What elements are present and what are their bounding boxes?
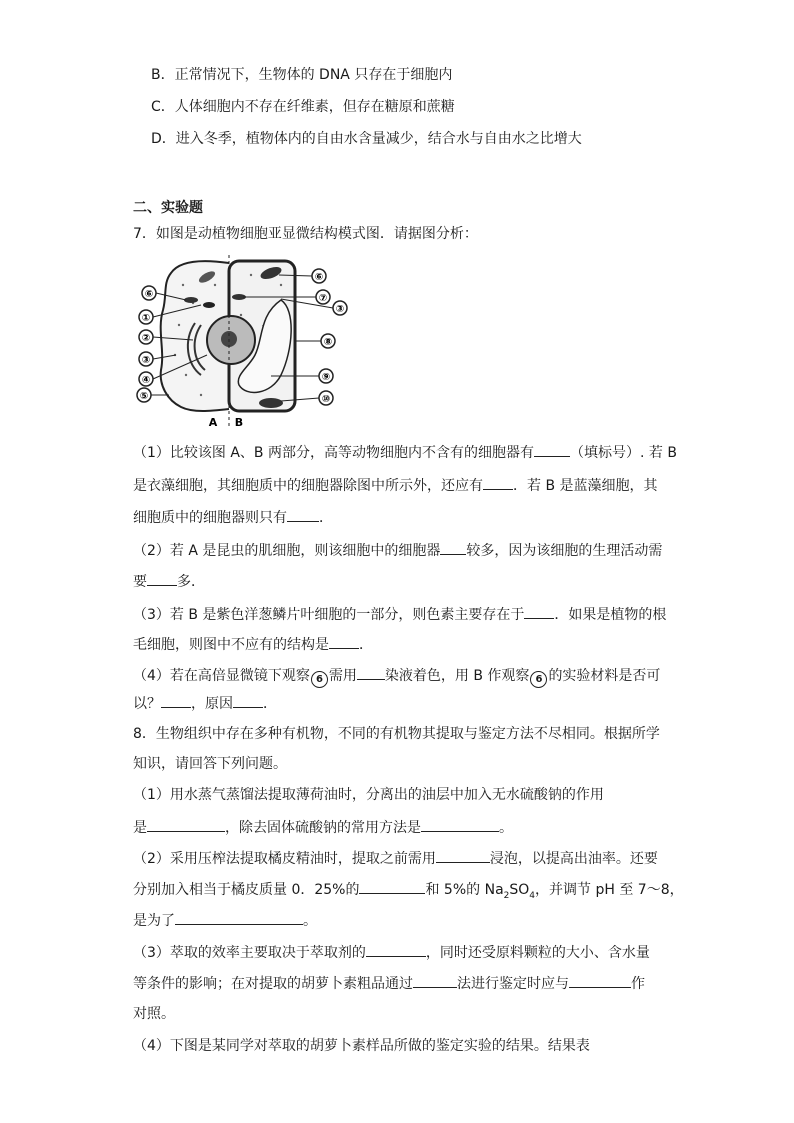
right-label-text-7: ⑦	[318, 293, 328, 304]
right-label-8	[321, 334, 335, 348]
q8-p1-line1: （1）用水蒸气蒸馏法提取薄荷油时，分离出的油层中加入无水硫酸钠的作用	[133, 787, 604, 803]
section-b-label: B	[234, 416, 244, 429]
section-a-label: A	[208, 416, 218, 429]
left-label-5	[137, 388, 151, 402]
right-label-10	[319, 391, 333, 405]
left-label-text-2: ②	[141, 333, 151, 344]
q7-p1-line3: 细胞质中的细胞器则只有 ．	[133, 506, 333, 528]
cell-structure-diagram	[131, 255, 351, 430]
q8-p2-line1: （2）采用压榨法提取橘皮精油时，提取之前需用 浸泡，以提高出油率。还要	[133, 847, 658, 869]
left-label-6	[142, 286, 156, 300]
q7-p1-line1: （1）比较该图 A、B 两部分，高等动物细胞内不含有的细胞器有 （填标号）. 若 B	[133, 441, 677, 463]
right-label-7	[316, 290, 330, 304]
right-label-text-9: ⑨	[321, 372, 331, 383]
q7-p4-line1: （4）若在高倍显微镜下观察 6 需用 染液着色，用 B 作观察 6 的实验材料是否可	[133, 664, 660, 688]
q8-p3-line3: 对照。	[133, 1006, 175, 1022]
left-label-text-5: ⑤	[139, 391, 149, 402]
left-label-text-1: ①	[141, 313, 151, 324]
q8-stem-line1: 8．生物组织中存在多种有机物，不同的有机物其提取与鉴定方法不尽相同。根据所学	[133, 726, 660, 742]
circle-6-icon: 6	[530, 671, 547, 688]
left-label-text-4: ④	[141, 375, 151, 386]
q7-stem: 7．如图是动植物细胞亚显微结构模式图．请据图分析：	[133, 226, 478, 242]
q8-p4-line1: （4）下图是某同学对萃取的胡萝卜素样品所做的鉴定实验的结果。结果表	[133, 1038, 590, 1054]
right-label-text-8: ⑧	[323, 337, 333, 348]
q8-p2-line3: 是为了 。	[133, 909, 317, 931]
option-c: C．人体细胞内不存在纤维素，但存在糖原和蔗糖	[151, 99, 455, 115]
right-label-3	[333, 301, 347, 315]
q7-p4-line2: 以？ ，原因 ．	[133, 692, 277, 714]
left-label-1	[139, 310, 153, 324]
right-label-text-10: ⑩	[321, 394, 331, 405]
left-label-3	[139, 352, 153, 366]
option-b: B．正常情况下，生物体的 DNA 只存在于细胞内	[151, 67, 453, 83]
left-label-2	[139, 330, 153, 344]
right-label-text-3: ③	[335, 304, 345, 315]
left-label-text-6: ⑥	[144, 289, 154, 300]
q7-p1-line2: 是衣藻细胞，其细胞质中的细胞器除图中所示外，还应有 ．若 B 是蓝藻细胞，其	[133, 474, 658, 496]
q7-p2-line2: 要 多．	[133, 570, 205, 592]
q7-p3-line1: （3）若 B 是紫色洋葱鳞片叶细胞的一部分，则色素主要存在于 ．如果是植物的根	[133, 603, 666, 625]
option-d: D．进入冬季，植物体内的自由水含量减少，结合水与自由水之比增大	[151, 131, 582, 147]
left-label-text-3: ③	[141, 355, 151, 366]
q8-p1-line2: 是 ，除去固体硫酸钠的常用方法是 。	[133, 816, 513, 838]
right-label-9	[319, 369, 333, 383]
section-title: 二、实验题	[133, 200, 203, 216]
q8-p2-line2: 分别加入相当于橘皮质量 0．25%的 和 5%的 $Na_2SO_4$，并调节 pH 至 7～8，	[133, 878, 684, 906]
circle-6-icon: 6	[311, 671, 328, 688]
left-label-4	[139, 372, 153, 386]
right-label-6	[312, 269, 326, 283]
q8-p3-line1: （3）萃取的效率主要取决于萃取剂的 ，同时还受原料颗粒的大小、含水量	[133, 941, 650, 963]
right-label-text-6: ⑥	[314, 272, 324, 283]
q7-p3-line2: 毛细胞，则图中不应有的结构是 ．	[133, 633, 373, 655]
q7-p2-line1: （2）若 A 是昆虫的肌细胞，则该细胞中的细胞器 较多，因为该细胞的生理活动需	[133, 539, 662, 561]
q8-stem-line2: 知识，请回答下列问题。	[133, 756, 287, 772]
q8-p3-line2: 等条件的影响；在对提取的胡萝卜素粗品通过 法进行鉴定时应与 作	[133, 972, 645, 994]
